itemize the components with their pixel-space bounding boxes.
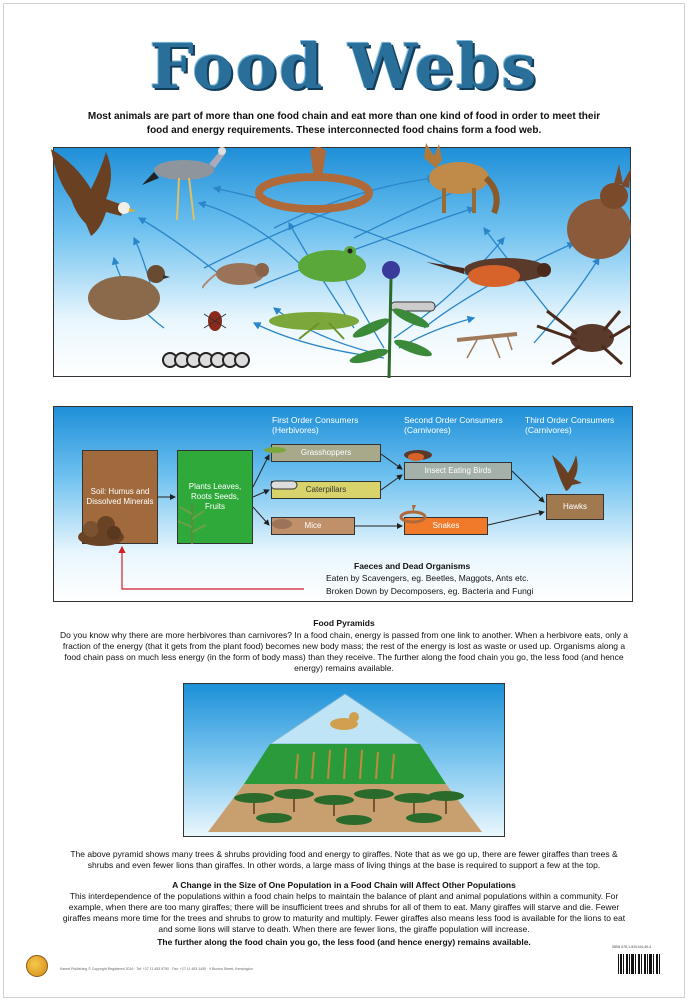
rat-image xyxy=(202,256,282,291)
third-order-header xyxy=(525,415,614,435)
plants-box: Plants Leaves, Roots Seeds, Fruits xyxy=(177,450,253,544)
second-order-title: Second Order Consumers xyxy=(404,415,503,425)
food-pyramids-text: Do you know why there are more herbivores than carnivores? In a food chain, energy is passed from one link to another. When a herbivore eats, only a fraction of the energy (that it gets from the plant food) becomes new body mass; the rest of the energy is lost as waste or used up. Organisms along a food chain pass on much less energy (in the form of body mass) than they receive. The further along the food chain you go, the less food (and hence energy) remains available. xyxy=(60,630,628,673)
plant-sprig-image xyxy=(174,499,210,544)
food-pyramid-illustration xyxy=(183,683,505,837)
caterpillar-image xyxy=(162,348,252,373)
first-order-header xyxy=(272,415,358,435)
hawks-box: Hawks xyxy=(546,494,604,520)
thrush-image xyxy=(426,248,556,303)
soil-box: Soil: Humus and Dissolved Minerals xyxy=(82,450,158,544)
caterpillars-box: Caterpillars xyxy=(271,481,381,499)
mouse-icon xyxy=(268,515,296,531)
food-pyramids-heading: Food Pyramids xyxy=(313,618,375,628)
publisher-logo xyxy=(26,955,48,977)
first-order-title: First Order Consumers xyxy=(272,415,359,425)
snake-icon xyxy=(398,503,428,525)
caterpillar-icon xyxy=(270,479,298,491)
second-order-subtitle: (Carnivores) xyxy=(404,425,451,435)
intro-text: Most animals are part of more than one food chain and eat more than one kind of food in order to meet their food and energy requirements. These interconnected food chains form a food web. xyxy=(87,111,601,136)
third-order-subtitle: (Carnivores) xyxy=(525,425,572,435)
population-heading: A Change in the Size of One Population in a Food Chain will Affect Other Populations xyxy=(172,880,516,890)
mice-box: Mice xyxy=(271,517,355,535)
hawk-icon xyxy=(548,451,592,493)
closing-text: The further along the food chain you go, the less food (and hence energy) remains available. xyxy=(157,937,531,947)
cobra-image xyxy=(254,143,374,223)
spider-image xyxy=(532,306,632,366)
rabbit-image xyxy=(559,164,639,269)
pyramid-caption: The above pyramid shows many trees & shrubs providing food and energy to giraffes. Note that as we go up, there are fewer giraffes than trees & shrubs and even fewer lions than giraffes. In other words, a large mass of living things at the base is required to support a few at the top. xyxy=(70,849,618,870)
scavengers-text: Eaten by Scavengers, eg. Beetles, Maggots, Ants etc. xyxy=(326,573,529,583)
pyramid-graphic xyxy=(184,684,506,838)
footer-credit: Kamet Publishing © Copyright Registered 2016 · Tel: +27 11 483 8750 · Fax: +27 11 483 1455 · 9 Buxton Street, Kensington xyxy=(60,967,253,971)
jackal-image xyxy=(414,138,504,218)
bird-icon xyxy=(396,447,436,463)
barcode-image xyxy=(616,952,662,978)
second-order-header xyxy=(404,415,503,435)
plant-image xyxy=(349,248,434,378)
page-title: Food Webs xyxy=(149,30,539,103)
third-order-title: Third Order Consumers xyxy=(525,415,615,425)
beetle-image xyxy=(200,306,230,336)
grasshoppers-box: Grasshoppers xyxy=(271,444,381,462)
insect-eating-birds-box: Insect Eating Birds xyxy=(404,462,512,480)
decomposers-text: Broken Down by Decomposers, eg. Bacteria and Fungi xyxy=(326,586,534,596)
mantis-image xyxy=(452,320,522,360)
secretary-bird-image xyxy=(139,140,229,225)
snakes-box: Snakes xyxy=(404,517,488,535)
isbn-text: ISBN 978-1-920144-49-4 xyxy=(612,945,652,949)
faeces-title: Faeces and Dead Organisms xyxy=(354,561,471,571)
first-order-subtitle: (Herbivores) xyxy=(272,425,319,435)
eagle-image xyxy=(46,144,146,244)
food-chain-diagram xyxy=(53,406,633,602)
grasshopper-icon xyxy=(262,443,288,457)
soil-pile-image xyxy=(76,507,126,547)
food-web-illustration xyxy=(53,147,631,377)
quail-image xyxy=(84,260,174,330)
population-text: This interdependence of the populations within a food chain helps to maintain the balance of plant and animal populations within a community. For example, when there are too many giraffes; there will be insufficient trees and shrubs for all of them to eat. Many giraffes will starve and die. Fewer giraffes means more time for the trees and shrubs to grow to maturity and multiply. Fewer giraffes also means less food is available for the lions to eat and some lions will starve to death. When there are fewer lions, the giraffe population will increase. xyxy=(62,891,626,934)
